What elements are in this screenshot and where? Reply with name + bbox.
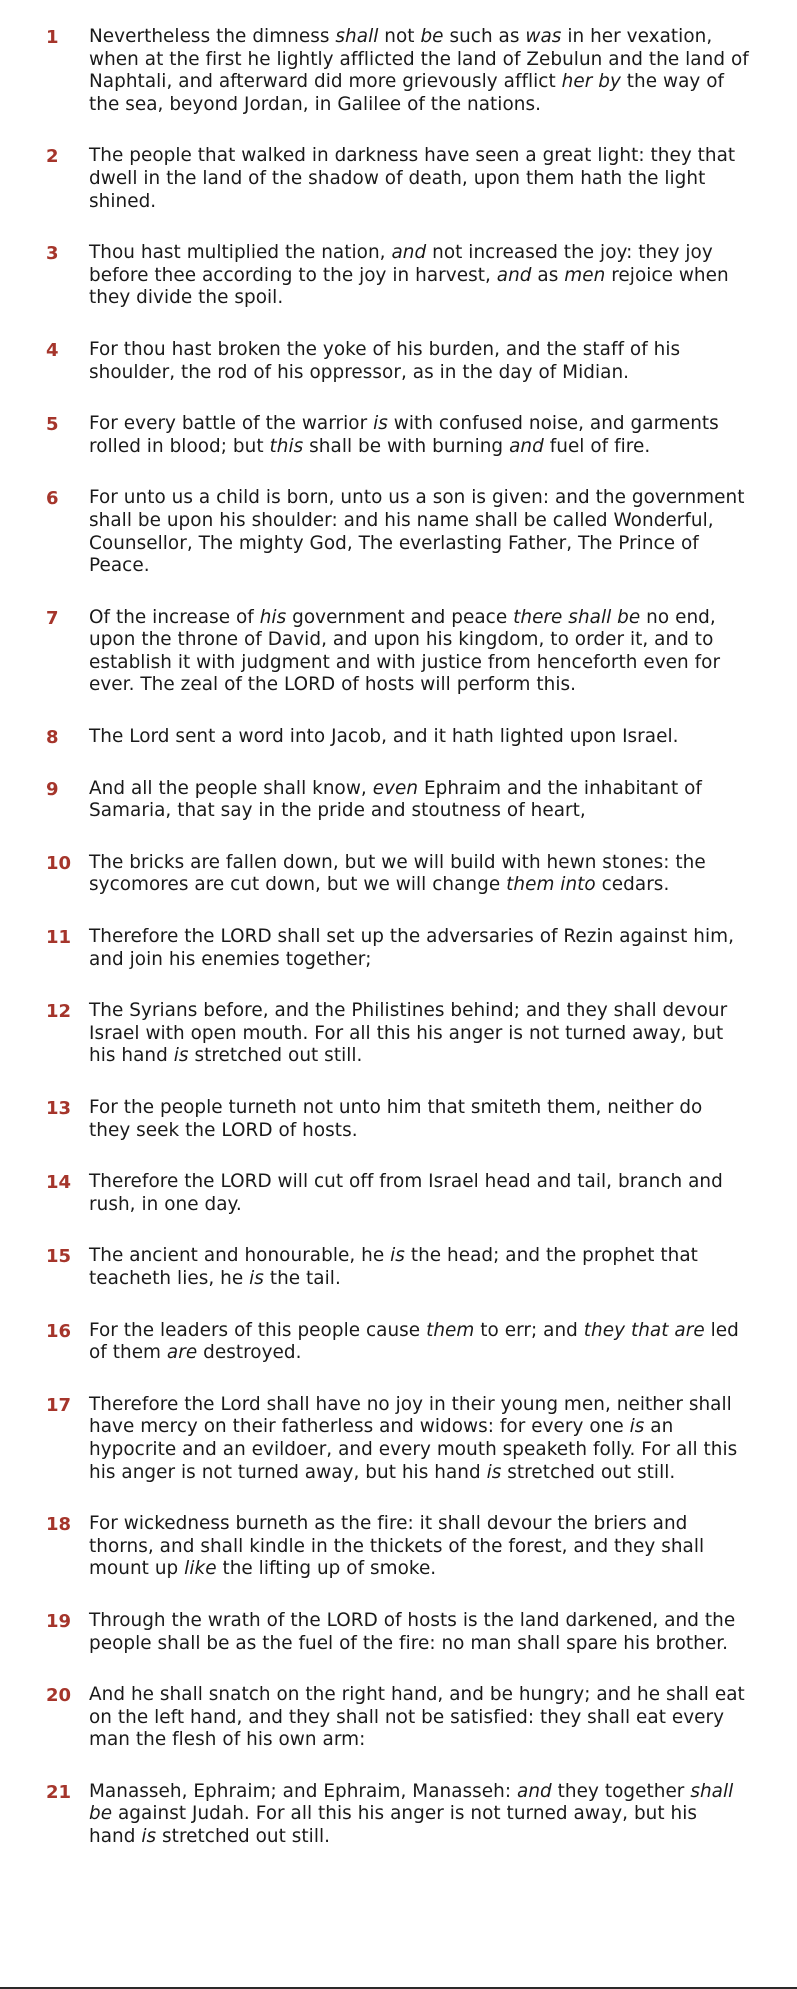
italic-segment: and [517,1780,552,1802]
verse-text [89,487,749,577]
text-segment: with confused noise, and garments rolled in blood; but [89,413,719,457]
text-segment: Therefore the LORD shall set up the adversaries of Rezin against him, and join his enemies together; [89,926,734,970]
text-segment: not [378,26,421,47]
verse-number: 21 [46,1781,72,1803]
verse-text [89,1320,749,1365]
verse-number: 14 [46,1172,72,1194]
verse-number: 17 [46,1394,72,1416]
text-segment: stretched out still. [156,1826,331,1848]
verse-text [89,1513,749,1581]
verse-number: 15 [46,1246,72,1268]
verse-text [89,1000,749,1068]
verse-13 [0,1097,797,1142]
italic-segment: this [269,435,304,457]
verse-text [89,26,749,116]
verse-number: 9 [46,778,59,800]
verse-21 [0,1781,797,1849]
text-segment: the head; and the prophet that teacheth lies, he [89,1245,698,1289]
verse-text [89,1097,749,1142]
verse-number: 5 [46,414,59,436]
italic-segment: men [564,264,606,286]
text-segment: And all the people shall know, [89,777,373,799]
text-segment: the way of the sea, beyond Jordan, in Galilee of the nations. [89,71,725,115]
verse-text [89,852,749,897]
verse-17 [0,1394,797,1484]
verse-text [89,1610,749,1655]
verse-text [89,145,749,213]
verse-number: 3 [46,243,59,265]
text-segment: an hypocrite and an evildoer, and every mouth speaketh folly. For all this his anger is not turned away, but his hand [89,1416,738,1483]
text-segment: For thou hast broken the yoke of his burden, and the staff of his shoulder, the rod of his oppressor, as in the day of Midian. [89,338,681,383]
text-segment: rejoice when they divide the spoil. [89,264,729,309]
verse-number: 8 [46,727,59,749]
text-segment: Therefore the Lord shall have no joy in their young men, neither shall have mercy on their fatherless and widows: for every one [89,1393,732,1438]
verse-number: 10 [46,852,72,874]
italic-segment: is [629,1416,645,1438]
italic-segment: they that are [583,1319,705,1341]
text-segment: For unto us a child is born, unto us a son is given: and the government shall be upon his shoulder: and his name shall be called Wonderful, Counsellor, The mighty God, The everlasting Father, The Prince of Peace. [89,487,745,577]
italic-segment: them [426,1319,475,1341]
text-segment: Therefore the LORD will cut off from Israel head and tail, branch and rush, in one day. [89,1171,723,1215]
text-segment: against Judah. For all this his anger is not turned away, but his hand [89,1803,698,1848]
verse-text [89,339,749,384]
verse-7 [0,607,797,697]
text-segment: to err; and [474,1319,584,1341]
verse-text [89,242,749,310]
italic-segment: was [525,26,562,47]
text-segment: And he shall snatch on the right hand, and be hungry; and he shall eat on the left hand, and they shall not be satisfied: they shall eat every man the flesh of his own arm: [89,1684,745,1751]
text-segment: shall be with burning [303,435,510,457]
text-segment: The bricks are fallen down, but we will build with hewn stones: the sycomores are cut down, but we will change [89,851,706,896]
text-segment: the tail. [263,1267,341,1289]
verse-18 [0,1513,797,1581]
text-segment: The Lord sent a word into Jacob, and it hath lighted upon Israel. [89,726,679,748]
verse-text [89,1245,749,1290]
text-segment: The people that walked in darkness have seen a great light: they that dwell in the land of the shadow of death, upon them hath the light shined. [89,145,736,212]
text-segment: such as [443,26,526,47]
text-segment: Manasseh, Ephraim; and Ephraim, Manasseh: [89,1780,518,1802]
verse-number: 18 [46,1514,72,1536]
chapter-text [0,26,797,1878]
verse-number: 20 [46,1685,72,1707]
text-segment: no end, upon the throne of David, and upon his kingdom, to order it, and to establish it with judgment and with justice from henceforth even for ever. The zeal of the LORD of hosts will perform this. [89,606,721,696]
verse-text [89,1684,749,1752]
text-segment: not increased the joy: they joy before thee according to the joy in harvest, [89,242,713,286]
text-segment: cedars. [595,874,670,896]
verse-number: 6 [46,488,59,510]
italic-segment: is [173,1045,189,1067]
verse-text [89,726,749,749]
verse-8 [0,726,797,749]
verse-text [89,413,749,458]
verse-number: 13 [46,1098,72,1119]
text-segment: they together [551,1780,691,1802]
italic-segment: even [372,777,419,799]
text-segment: the lifting up of smoke. [216,1558,437,1580]
text-segment: For wickedness burneth as the fire: it shall devour the briers and thorns, and shall kindle in the thickets of the forest, and they shall mount up [89,1513,705,1580]
text-segment: For the leaders of this people cause [89,1319,427,1341]
verse-text [89,1394,749,1484]
text-segment: Thou hast multiplied the nation, [89,242,392,264]
verse-text [89,778,749,823]
verse-text [89,1781,749,1849]
italic-segment: and [391,242,427,264]
verse-6 [0,487,797,577]
italic-segment: there shall be [513,606,641,628]
verse-10 [0,852,797,897]
text-segment: stretched out still. [188,1045,363,1067]
verse-12 [0,1000,797,1068]
text-segment: For the people turneth not unto him that smiteth them, neither do they seek the LORD of hosts. [89,1097,703,1141]
text-segment: led of them [89,1319,739,1364]
italic-segment: and [496,264,532,286]
verse-text [89,926,749,971]
text-segment: The ancient and honourable, he [89,1245,391,1267]
verse-9 [0,778,797,823]
verse-text [89,1171,749,1216]
text-segment: destroyed. [197,1342,302,1364]
text-segment: in her vexation, when at the first he lightly afflicted the land of Zebulun and the land of Naphtali, and afterward did more grievously afflict [89,26,749,93]
verse-3 [0,242,797,310]
verse-16 [0,1320,797,1365]
italic-segment: is [249,1267,264,1289]
text-segment: as [531,264,565,286]
verse-4 [0,339,797,384]
italic-segment: her by [561,71,621,93]
italic-segment: shall be [89,1780,734,1825]
text-segment: fuel of fire. [543,435,651,457]
italic-segment: be [420,26,444,47]
italic-segment: and [509,435,544,457]
italic-segment: shall [335,26,379,47]
verse-number: 1 [46,27,59,48]
verse-14 [0,1171,797,1216]
text-segment: The Syrians before, and the Philistines behind; and they shall devour Israel with open mouth. For all this his anger is not turned away, but his hand [89,1000,728,1067]
text-segment: stretched out still. [501,1461,676,1483]
italic-segment: are [166,1342,198,1364]
verse-number: 19 [46,1610,72,1632]
text-segment: Through the wrath of the LORD of hosts is the land darkened, and the people shall be as the fuel of the fire: no man shall spare his brother. [89,1609,736,1654]
verse-11 [0,926,797,971]
text-segment: Nevertheless the dimness [89,26,336,47]
verse-number: 7 [46,607,59,629]
italic-segment: is [390,1245,405,1267]
text-segment: Ephraim and the inhabitant of Samaria, that say in the pride and stoutness of heart, [89,777,702,822]
italic-segment: his [259,606,287,628]
verse-1 [0,26,797,116]
italic-segment: like [184,1558,217,1580]
verse-20 [0,1684,797,1752]
verse-15 [0,1245,797,1290]
italic-segment: is [486,1461,502,1483]
verse-number: 4 [46,339,59,361]
text-segment: For every battle of the warrior [89,413,374,435]
text-segment: government and peace [286,606,514,628]
verse-2 [0,145,797,213]
verse-19 [0,1610,797,1655]
text-segment: Of the increase of [89,606,260,628]
verse-number: 11 [46,927,72,949]
verse-number: 2 [46,146,59,168]
verse-5 [0,413,797,458]
verse-number: 16 [46,1320,72,1342]
italic-segment: them into [506,874,596,896]
italic-segment: is [373,413,388,435]
verse-number: 12 [46,1001,72,1023]
italic-segment: is [141,1826,157,1848]
verse-text [89,607,749,697]
